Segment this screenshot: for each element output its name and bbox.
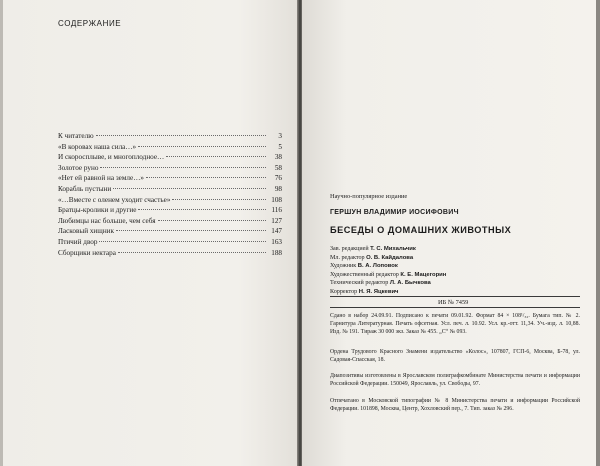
toc-entry-title: К читателю: [58, 132, 94, 140]
toc-entry-title: Любимцы нас больше, чем себя: [58, 216, 156, 225]
ib-number: ИБ № 7459: [438, 299, 469, 306]
printer-info: Отпечатано в Московской типографии № 8 Министерства печати и информации Российской Федерации. 101898, Москва, Центр, Хохловский пер., 7. Тип. заказ № 296.: [330, 398, 580, 413]
toc-entry-page: 58: [274, 163, 282, 172]
genre-label: Научно-популярное издание: [330, 193, 408, 200]
toc-entry-title: Птичий двор: [58, 237, 98, 246]
plates-info: Диапозитивы изготовлены в Ярославском полиграфкомбинате Министерства печати и информации Российской Федерации. 150049, Ярославль, ул. Свободы, 97.: [330, 373, 580, 388]
toc-entry: [58, 226, 282, 237]
credits-list: [330, 245, 446, 297]
credit-line: [330, 271, 446, 280]
toc-entry-page: 98: [274, 184, 282, 193]
toc-entry-page: 127: [271, 216, 282, 225]
toc-leader-dots: [172, 199, 266, 200]
toc-entry: [58, 184, 282, 195]
toc-leader-dots: [166, 156, 266, 157]
credit-line: [330, 279, 446, 288]
toc-entry-page: 3: [278, 132, 282, 140]
credit-name: Н. Я. Яцкевич: [358, 288, 399, 295]
toc-leader-dots: [118, 252, 266, 253]
toc-entry: [58, 173, 282, 184]
divider-rule: [330, 307, 580, 308]
toc-leader-dots: [138, 209, 266, 210]
credit-name: В. А. Лоповок: [357, 263, 398, 270]
toc-entry-page: 76: [274, 174, 282, 183]
credit-role: Зав. редакцией: [330, 246, 369, 252]
credit-role: Корректор: [330, 288, 358, 295]
toc-entry: [58, 142, 282, 153]
toc-leader-dots: [96, 135, 266, 136]
toc-entry: [58, 216, 282, 227]
toc-leader-dots: [100, 167, 266, 168]
publisher-info: Ордена Трудового Красного Знамени издательство «Колос», 107807, ГСП-6, Москва, Б-78, ул. Садовая-Спасская, 18.: [330, 349, 580, 364]
credit-line: [330, 254, 446, 263]
toc-entry-page: 38: [274, 153, 282, 162]
toc-entry-page: 5: [278, 142, 282, 151]
credit-role: Технический редактор: [330, 280, 389, 287]
toc-entry: [58, 237, 282, 248]
left-page: [0, 0, 298, 466]
toc-entry-title: «В коровах наша сила…»: [58, 142, 137, 151]
book-title: БЕСЕДЫ О ДОМАШНИХ ЖИВОТНЫХ: [330, 225, 512, 235]
toc-entry-title: И скоросплыве, и многоплодное…: [58, 153, 165, 162]
toc-entry-page: 116: [271, 206, 282, 215]
table-of-contents: [58, 131, 282, 258]
page-edge-left: [0, 0, 3, 466]
toc-entry-title: Золотое руно: [58, 163, 99, 172]
credit-name: О. В. Кайдалова: [366, 254, 414, 261]
toc-entry-page: 163: [271, 237, 282, 246]
credit-line: [330, 262, 446, 271]
toc-entry-page: 108: [271, 195, 282, 204]
credit-name: Л. А. Бычкова: [389, 280, 431, 287]
toc-entry-page: 147: [271, 227, 282, 236]
author-name: ГЕРШУН ВЛАДИМИР ИОСИФОВИЧ: [330, 209, 459, 216]
toc-entry-title: «…Вместе с оленем уходит счастье»: [58, 195, 171, 204]
credit-role: Мл. редактор: [330, 254, 365, 261]
credit-name: Т. С. Михальчик: [370, 246, 416, 252]
toc-leader-dots: [158, 220, 266, 221]
toc-entry: [58, 152, 282, 163]
toc-entry: [58, 248, 282, 259]
toc-leader-dots: [113, 188, 266, 189]
toc-entry-title: Ласковый хищник: [58, 227, 115, 236]
toc-leader-dots: [99, 241, 266, 242]
toc-leader-dots: [138, 146, 266, 147]
credit-line: [330, 245, 446, 254]
credit-role: Художник: [330, 263, 357, 270]
toc-entry-title: Братцы-кролики и другие: [58, 206, 137, 215]
toc-leader-dots: [116, 230, 266, 231]
toc-entry-title: Корабль пустыни: [58, 184, 112, 193]
toc-heading: СОДЕРЖАНИЕ: [58, 19, 122, 28]
page-edge-right: [596, 0, 600, 466]
divider-rule: [330, 296, 580, 297]
toc-entry: [58, 131, 282, 142]
toc-entry: [58, 205, 282, 216]
toc-entry-page: 188: [271, 248, 282, 257]
toc-entry-title: Сборщики нектара: [58, 248, 116, 257]
toc-leader-dots: [146, 177, 266, 178]
credit-name: К. Е. Мацегорин: [400, 271, 447, 278]
toc-entry: [58, 163, 282, 174]
credit-role: Художественный редактор: [330, 271, 399, 278]
toc-entry-title: «Нет ей равной на земле…»: [58, 174, 144, 183]
print-info: Сдано в набор 24.09.91. Подписано к печати 09.01.92. Формат 84 × 108¹/₃₂. Бумага тип. № 2. Гарнитура Литературная. Печать офсетная. Усл. печ. л. 10.92. Усл. кр.-отт. 11,34. Уч.-изд. л. 10,88. Изд. № 191. Тираж 30 000 экз. Заказ № 455. „С“ № 093.: [330, 313, 580, 336]
toc-entry: [58, 195, 282, 206]
